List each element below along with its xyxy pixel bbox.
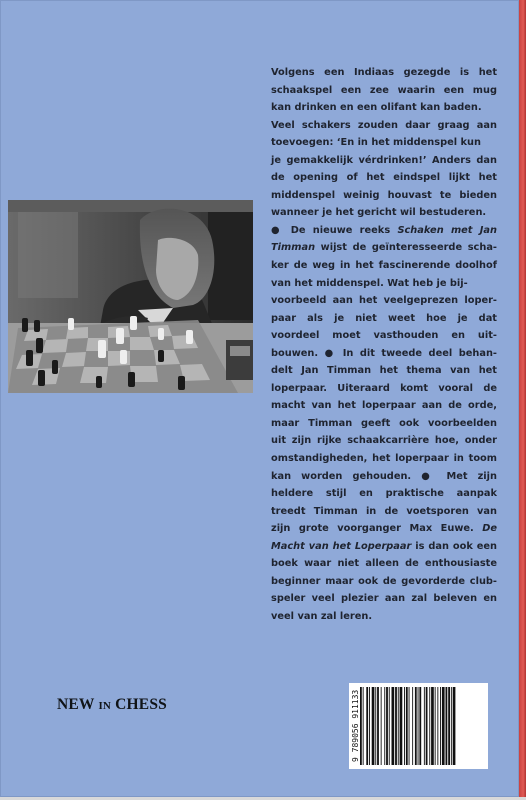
barcode-bar: [451, 687, 452, 765]
blurb-text: zijn grote voorganger Max Euwe.: [271, 523, 483, 535]
blurb-line: [271, 327, 497, 345]
barcode-bar: [398, 687, 399, 765]
blurb-text: voordeel moet vasthouden en uit-: [271, 330, 497, 342]
blurb-text: paar als je niet weet hoe je dat: [271, 312, 497, 324]
barcode-bars: [358, 687, 484, 765]
author-chess-photo: [8, 200, 253, 393]
blurb-text: kan drinken en een olifant kan baden.: [271, 102, 482, 114]
blurb-line: [271, 152, 497, 170]
barcode-bar: [369, 687, 370, 765]
blurb-text: is dan ook een: [411, 540, 498, 552]
barcode-bar: [392, 687, 395, 765]
blurb-text: boek waar niet alleen de enthousiaste: [271, 558, 497, 570]
barcode-bar: [426, 687, 428, 765]
barcode-bar: [419, 687, 421, 765]
barcode-bar: [404, 687, 405, 765]
blurb-text: treedt Timman in de voetsporen van: [271, 505, 497, 517]
blurb-text: kan worden gehouden. ● Met zijn: [271, 470, 497, 482]
blurb-line: [271, 134, 497, 152]
blurb-line: [271, 222, 497, 240]
blurb-text: veel van zal leren.: [271, 610, 373, 622]
barcode-bar: [418, 687, 419, 765]
barcode-bar: [409, 687, 410, 765]
blurb-line: [271, 608, 497, 626]
barcode-bar: [429, 687, 430, 765]
barcode-bar: [406, 687, 408, 765]
blurb-line: [271, 380, 497, 398]
blurb-line: [271, 397, 497, 415]
barcode-bar: [363, 687, 364, 765]
blurb-line: [271, 64, 497, 82]
blurb-text: schaakspel een zee waarin een mug: [271, 84, 497, 96]
isbn-number: 9 789056 911133: [351, 689, 360, 763]
blurb-text: delt Jan Timman het thema van het: [271, 365, 497, 377]
blurb-line: [271, 257, 497, 275]
blurb-line: [271, 117, 497, 135]
publisher-logo-part: CHESS: [111, 696, 167, 713]
blurb-line: [271, 538, 497, 556]
blurb-text: speler veel plezier aan zal beleven en: [271, 593, 497, 605]
publisher-logo-part: NEW: [57, 696, 99, 713]
barcode-bar: [435, 687, 436, 765]
blurb-italic-title: Timman: [271, 242, 316, 254]
blurb-line: [271, 485, 497, 503]
blurb-line: [271, 204, 497, 222]
blurb-line: [271, 415, 497, 433]
blurb-text: bouwen. ● In dit tweede deel behan-: [271, 347, 497, 359]
barcode-bar: [446, 687, 448, 765]
blurb-text: voorbeeld aan het veelgeprezen loper-: [271, 295, 497, 307]
blurb-text: wijst de geïnteresseerde scha-: [315, 242, 497, 254]
barcode-bar: [395, 687, 397, 765]
barcode-bar: [431, 687, 434, 765]
blurb-line: [271, 82, 497, 100]
blurb-line: [271, 468, 497, 486]
barcode-bar: [453, 687, 456, 765]
blurb-text: maar Timman geeft ook voorbeelden: [271, 417, 497, 429]
blurb-italic-title: Macht van het Loperpaar: [271, 540, 412, 552]
barcode-bar: [386, 687, 388, 765]
blurb-text: van het middenspel. Wat heb je bij-: [271, 277, 468, 289]
blurb-line: [271, 590, 497, 608]
blurb-text: loperpaar. Uiteraard komt vooral de: [271, 382, 497, 394]
blurb-line: [271, 573, 497, 591]
barcode-bar: [424, 687, 425, 765]
chess-player-image: [8, 200, 253, 393]
blurb-line: [271, 99, 497, 117]
blurb-line: [271, 292, 497, 310]
blurb-text: uit zijn rijke schaakcarrière hoe, onder: [271, 435, 497, 447]
blurb-line: [271, 555, 497, 573]
blurb-text: je gemakkelijk vérdrinken!’ Anders dan: [271, 154, 497, 166]
isbn-barcode: [349, 683, 488, 769]
barcode-bar: [366, 687, 368, 765]
blurb-italic-title: De: [482, 523, 497, 535]
barcode-bar: [412, 687, 413, 765]
blurb-line: [271, 169, 497, 187]
blurb-line: [271, 345, 497, 363]
blurb-text: ● De nieuwe reeks: [271, 224, 398, 236]
blurb-text: omstandigheden, het loperpaar in toom: [271, 453, 497, 465]
blurb-text: Veel schakers zouden daar graag aan: [271, 119, 497, 131]
spine-edge: [519, 0, 526, 800]
blurb-line: [271, 187, 497, 205]
blurb-text: heldere stijl en praktische aanpak: [271, 488, 497, 500]
barcode-bar: [381, 687, 382, 765]
blurb-text: Volgens een Indiaas gezegde is het: [271, 67, 497, 78]
barcode-bar: [440, 687, 441, 765]
blurb-line: [271, 362, 497, 380]
publisher-logo-part: IN: [98, 700, 112, 712]
barcode-bar: [437, 687, 438, 765]
blurb-line: [271, 520, 497, 538]
blurb-text: macht van het loperpaar aan de orde,: [271, 400, 497, 412]
barcode-bar: [400, 687, 403, 765]
barcode-bar: [442, 687, 445, 765]
blurb-text: de opening of het eindspel lijkt het: [271, 172, 497, 184]
blurb-text: toevoegen: ‘En in het middenspel kun: [271, 137, 481, 149]
blurb-line: [271, 432, 497, 450]
blurb-italic-title: Schaken met Jan: [397, 224, 497, 236]
barcode-bar: [377, 687, 379, 765]
blurb-text: middenspel weinig houvast te bieden: [271, 189, 497, 201]
barcode-bar: [415, 687, 417, 765]
blurb-text: ker de weg in het fascinerende doolhof: [271, 260, 497, 272]
barcode-bar: [360, 687, 362, 765]
blurb-line: [271, 310, 497, 328]
blurb-line: [271, 239, 497, 257]
blurb-line: [271, 450, 497, 468]
barcode-bar: [384, 687, 385, 765]
blurb-text: beginner maar ook de gevorderde club-: [271, 575, 497, 587]
blurb-text: wanneer je het gericht wil bestuderen.: [271, 207, 487, 219]
barcode-bar: [389, 687, 390, 765]
barcode-bar: [372, 687, 375, 765]
back-cover-blurb: [271, 64, 497, 626]
barcode-bar: [448, 687, 450, 765]
barcode-bar: [375, 687, 376, 765]
blurb-line: [271, 503, 497, 521]
publisher-logo: [57, 696, 167, 714]
blurb-line: [271, 275, 497, 293]
